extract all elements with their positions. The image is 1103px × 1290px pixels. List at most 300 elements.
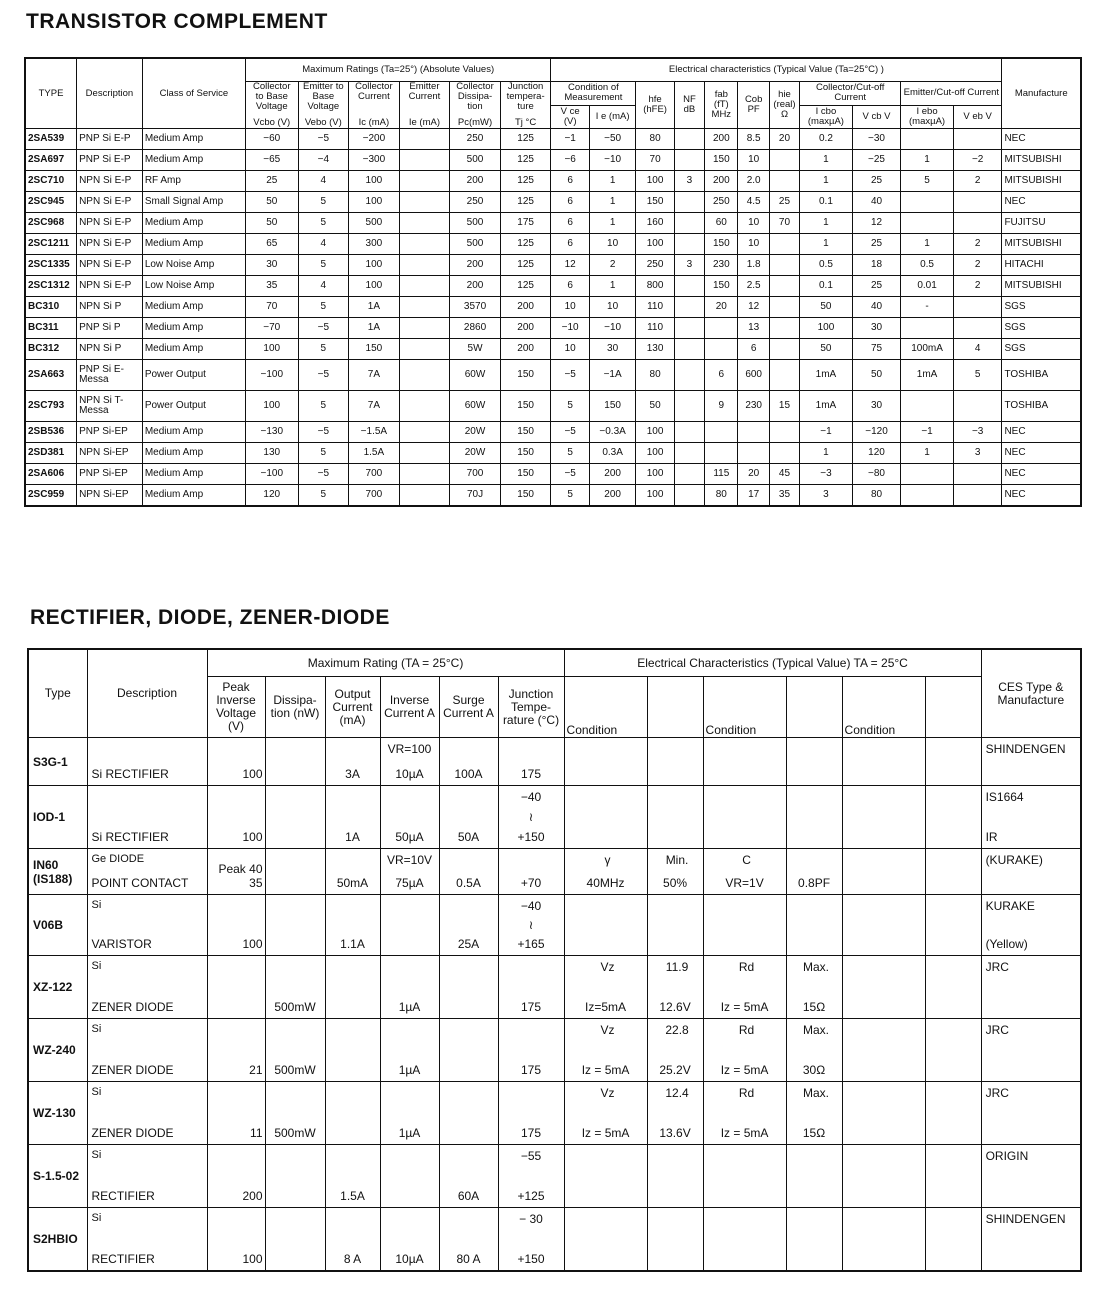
table-cell: −100 — [245, 360, 298, 391]
table-cell: 500 — [450, 234, 501, 255]
col-iebo: I ebo (maxµA) — [901, 105, 954, 129]
manufacturer-name: IS1664 — [985, 790, 1024, 804]
characteristic-top: Vz — [600, 1086, 615, 1100]
output-current-value: 1.1A — [340, 937, 365, 951]
table-cell: 2 — [953, 276, 1002, 297]
table-cell: NPN Si-EP — [77, 485, 143, 507]
table-cell: 2.0 — [738, 171, 769, 192]
table-cell: 150 — [500, 464, 551, 485]
table-cell: 4 — [298, 276, 349, 297]
type-label: S-1.5-02 — [33, 1169, 80, 1183]
table-cell: 100 — [349, 171, 400, 192]
table-cell: 175 — [500, 213, 551, 234]
table-cell: 30 — [852, 318, 901, 339]
junction-temp-value: 175 — [521, 767, 542, 781]
description-line-2: ZENER DIODE — [91, 1063, 174, 1077]
junction-temp-cell — [498, 1145, 564, 1208]
transistor-title: TRANSISTOR COMPLEMENT — [26, 10, 328, 33]
table-cell: 5 — [298, 255, 349, 276]
col-hfe: hfe (hFE) — [636, 82, 674, 129]
table-cell — [953, 464, 1002, 485]
table-cell — [953, 129, 1002, 150]
table-cell: 3 — [674, 255, 704, 276]
manufacturer-name: SHINDENGEN — [985, 1212, 1066, 1226]
table-cell: 70 — [636, 150, 674, 171]
output-current-value: 8 A — [343, 1252, 362, 1266]
output-current-cell — [325, 956, 380, 1019]
characteristic-cell-3 — [703, 738, 786, 786]
table-cell: 150 — [705, 276, 738, 297]
table-cell: 5 — [551, 391, 589, 422]
piv-value: 200 — [242, 1189, 263, 1203]
table-cell: NPN Si-EP — [77, 443, 143, 464]
table-cell: 5 — [298, 339, 349, 360]
type-cell: 2SC1312 — [25, 276, 77, 297]
surge-current-cell — [439, 895, 498, 956]
characteristic-value: Iz = 5mA — [581, 1126, 630, 1140]
table-cell: 300 — [349, 234, 400, 255]
characteristic-top: Max. — [803, 1023, 830, 1037]
group-electrical: Electrical Characteristics (Typical Value) TA = 25°C — [564, 649, 981, 677]
table-row — [25, 360, 1081, 391]
col-ic-unit: Ic (mA) — [358, 117, 390, 128]
description-line-2: Si RECTIFIER — [91, 767, 169, 781]
inverse-condition: VR=10V — [386, 853, 433, 867]
manufacturer-note: IR — [985, 830, 998, 844]
surge-current-value: 50A — [457, 830, 480, 844]
description-line-2: RECTIFIER — [91, 1189, 155, 1203]
table-cell: 125 — [500, 129, 551, 150]
table-cell: 5 — [953, 360, 1002, 391]
group-max-ratings: Maximum Ratings (Ta=25°) (Absolute Values) — [245, 58, 550, 82]
surge-current-cell — [439, 1145, 498, 1208]
table-cell: 65 — [245, 234, 298, 255]
characteristic-cell-6 — [925, 849, 981, 895]
table-cell: PNP Si E-P — [77, 129, 143, 150]
characteristic-cell-4 — [786, 738, 842, 786]
surge-current-cell — [439, 1082, 498, 1145]
table-cell: 160 — [636, 213, 674, 234]
characteristic-top: 11.9 — [665, 960, 689, 974]
table-cell: 2 — [953, 171, 1002, 192]
junction-temp-value: +125 — [517, 1189, 545, 1203]
table-row — [25, 391, 1081, 422]
dissipation-value: 500mW — [274, 1000, 316, 1014]
inverse-condition: VR=100 — [387, 742, 432, 756]
table-cell — [674, 150, 704, 171]
junction-temp-top: − 30 — [519, 1212, 543, 1226]
table-cell: 5 — [298, 213, 349, 234]
type-cell — [28, 1208, 87, 1272]
col-dissipation: Dissipa- tion (nW) — [265, 677, 325, 738]
table-cell — [399, 339, 450, 360]
table-row — [25, 234, 1081, 255]
col-type: TYPE — [25, 58, 77, 129]
characteristic-cell-4 — [786, 786, 842, 849]
table-cell: 1mA — [800, 360, 853, 391]
piv-cell — [207, 786, 265, 849]
description-line-2: POINT CONTACT — [91, 876, 189, 890]
table-cell: 80 — [636, 360, 674, 391]
table-row — [25, 192, 1081, 213]
table-cell: 70 — [245, 297, 298, 318]
manufacturer-cell: MITSUBISHI — [1002, 276, 1081, 297]
characteristic-cell-1 — [564, 956, 647, 1019]
manufacturer-name: JRC — [985, 960, 1009, 974]
characteristic-value: 12.6V — [659, 1000, 691, 1014]
table-cell: 100 — [349, 255, 400, 276]
junction-temp-value: +70 — [520, 876, 542, 890]
type-label: WZ-130 — [33, 1106, 76, 1120]
type-cell: 2SD381 — [25, 443, 77, 464]
table-cell — [953, 192, 1002, 213]
table-cell: 18 — [852, 255, 901, 276]
col-ie-unit: Ie (mA) — [408, 117, 441, 128]
characteristic-value: Iz=5mA — [585, 1000, 627, 1014]
characteristic-value: 13.6V — [659, 1126, 691, 1140]
table-cell: 80 — [636, 129, 674, 150]
characteristic-cell-3 — [703, 1082, 786, 1145]
table-cell: PNP Si E-Messa — [77, 360, 143, 391]
table-cell — [399, 297, 450, 318]
table-cell: 5 — [298, 485, 349, 507]
type-label: S2HBIO — [33, 1232, 78, 1246]
table-row — [28, 786, 1081, 849]
piv-value: Peak 40 35 — [218, 862, 263, 890]
piv-cell — [207, 738, 265, 786]
manufacturer-cell: HITACHI — [1002, 255, 1081, 276]
table-cell: −1 — [901, 422, 954, 443]
characteristic-cell-6 — [925, 1208, 981, 1272]
type-cell — [28, 956, 87, 1019]
table-row — [25, 318, 1081, 339]
junction-temp-value: 175 — [521, 1126, 542, 1140]
table-cell: 150 — [349, 339, 400, 360]
dissipation-cell — [265, 738, 325, 786]
table-row — [25, 443, 1081, 464]
output-current-cell — [325, 786, 380, 849]
table-cell: 50 — [852, 360, 901, 391]
table-row — [25, 255, 1081, 276]
description-line-1: Si — [91, 1149, 102, 1161]
manufacturer-cell: FUJITSU — [1002, 213, 1081, 234]
col-condition-3: Condition — [842, 677, 925, 738]
table-cell — [399, 422, 450, 443]
type-cell: 2SA606 — [25, 464, 77, 485]
table-cell: 115 — [705, 464, 738, 485]
col-pc: Collector Dissipa- tion — [456, 81, 494, 112]
dissipation-cell — [265, 849, 325, 895]
type-cell: 2SA697 — [25, 150, 77, 171]
description-line-2: RECTIFIER — [91, 1252, 155, 1266]
junction-temp-value: +150 — [517, 1252, 545, 1266]
table-cell — [901, 391, 954, 422]
manufacturer-cell: NEC — [1002, 422, 1081, 443]
surge-current-cell — [439, 849, 498, 895]
col-manufacture: Manufacture — [1002, 58, 1081, 129]
table-cell: −1 — [551, 129, 589, 150]
table-row — [25, 485, 1081, 507]
output-current-value: 50mA — [336, 876, 369, 890]
table-cell — [769, 318, 799, 339]
characteristic-cell-3 — [703, 1208, 786, 1272]
table-cell: 12 — [738, 297, 769, 318]
characteristic-cell-3 — [703, 1019, 786, 1082]
table-cell — [399, 464, 450, 485]
junction-temp-mid: ≀ — [528, 918, 534, 932]
surge-current-value: 80 A — [456, 1252, 481, 1266]
table-cell: 125 — [500, 150, 551, 171]
description-cell — [87, 1208, 207, 1272]
description-line-1: Si — [91, 899, 102, 911]
table-cell — [953, 485, 1002, 507]
table-cell — [399, 443, 450, 464]
table-cell: 150 — [500, 391, 551, 422]
table-cell: 6 — [551, 213, 589, 234]
table-cell — [705, 443, 738, 464]
table-cell: 3 — [674, 171, 704, 192]
manufacturer-name: (KURAKE) — [985, 853, 1043, 867]
col-fab: fab (fT) MHz — [705, 82, 738, 129]
junction-temp-value: 175 — [521, 1063, 542, 1077]
table-cell — [769, 255, 799, 276]
surge-current-cell — [439, 1208, 498, 1272]
diode-table — [27, 648, 1082, 1272]
characteristic-cell-2 — [647, 1208, 703, 1272]
characteristic-cell-2 — [647, 895, 703, 956]
table-cell — [399, 391, 450, 422]
characteristic-cell-3 — [703, 786, 786, 849]
characteristic-cell-6 — [925, 1082, 981, 1145]
col-vce: V ce (V) — [551, 105, 589, 129]
table-row — [25, 339, 1081, 360]
characteristic-cell-1 — [564, 849, 647, 895]
type-cell: BC312 — [25, 339, 77, 360]
characteristic-cell-5 — [842, 1019, 925, 1082]
table-cell: −60 — [245, 129, 298, 150]
table-cell: −5 — [298, 360, 349, 391]
piv-value: 21 — [249, 1063, 263, 1077]
characteristic-cell-1 — [564, 1082, 647, 1145]
table-cell: 3570 — [450, 297, 501, 318]
characteristic-top: Rd — [738, 1023, 755, 1037]
table-cell: −25 — [852, 150, 901, 171]
table-cell: NPN Si T-Messa — [77, 391, 143, 422]
col-class: Class of Service — [142, 58, 245, 129]
characteristic-top: Vz — [600, 1023, 615, 1037]
type-cell — [28, 1019, 87, 1082]
type-cell: 2SC710 — [25, 171, 77, 192]
piv-cell — [207, 1145, 265, 1208]
col-vcbo-unit: Vcbo (V) — [253, 117, 291, 128]
description-line-1: Si — [91, 1023, 102, 1035]
junction-temp-cell — [498, 849, 564, 895]
table-cell — [901, 129, 954, 150]
table-cell — [674, 276, 704, 297]
manufacturer-name: KURAKE — [985, 899, 1035, 913]
table-cell: 0.5 — [901, 255, 954, 276]
manufacturer-cell: NEC — [1002, 443, 1081, 464]
table-cell: 3 — [953, 443, 1002, 464]
table-cell — [399, 192, 450, 213]
table-cell: 10 — [589, 297, 636, 318]
table-cell: 250 — [450, 129, 501, 150]
table-cell: 200 — [589, 485, 636, 507]
table-cell: 25 — [245, 171, 298, 192]
table-cell: Low Noise Amp — [142, 276, 245, 297]
table-cell: 1 — [800, 150, 853, 171]
table-cell: 12 — [852, 213, 901, 234]
manufacturer-name: JRC — [985, 1023, 1009, 1037]
dissipation-cell — [265, 1145, 325, 1208]
piv-cell — [207, 1208, 265, 1272]
table-cell: 0.01 — [901, 276, 954, 297]
table-cell: 6 — [705, 360, 738, 391]
table-row — [25, 297, 1081, 318]
table-cell: 5 — [901, 171, 954, 192]
surge-current-value: 60A — [457, 1189, 480, 1203]
characteristic-cell-2 — [647, 786, 703, 849]
table-cell: Medium Amp — [142, 318, 245, 339]
junction-temp-cell — [498, 895, 564, 956]
inverse-current-cell — [380, 956, 439, 1019]
table-cell — [901, 464, 954, 485]
characteristic-cell-5 — [842, 1208, 925, 1272]
table-cell: 45 — [769, 464, 799, 485]
table-row — [28, 1082, 1081, 1145]
output-current-cell — [325, 895, 380, 956]
table-cell: −50 — [589, 129, 636, 150]
table-cell: 6 — [551, 171, 589, 192]
characteristic-cell-6 — [925, 956, 981, 1019]
output-current-cell — [325, 1019, 380, 1082]
characteristic-cell-4 — [786, 1019, 842, 1082]
table-cell: −5 — [551, 422, 589, 443]
table-cell: - — [901, 297, 954, 318]
table-cell: NPN Si E-P — [77, 234, 143, 255]
characteristic-cell-6 — [925, 1145, 981, 1208]
table-cell: 2 — [953, 234, 1002, 255]
col-condition-1: Condition — [564, 677, 647, 738]
inverse-current-value: 10µA — [395, 1252, 424, 1266]
manufacturer-cell: MITSUBISHI — [1002, 234, 1081, 255]
characteristic-value: 50% — [663, 876, 688, 890]
group-electrical: Electrical characteristics (Typical Value (Ta=25°C) ) — [551, 58, 1002, 82]
table-cell — [901, 318, 954, 339]
table-cell — [953, 391, 1002, 422]
table-cell: 100 — [636, 464, 674, 485]
characteristic-top: Rd — [738, 960, 755, 974]
description-line-1: Ge DIODE — [91, 853, 145, 865]
table-cell: 5W — [450, 339, 501, 360]
table-cell: 17 — [738, 485, 769, 507]
col-cob: Cob PF — [738, 82, 769, 129]
table-cell: 4 — [298, 234, 349, 255]
characteristic-cell-5 — [842, 849, 925, 895]
characteristic-cell-3 — [703, 956, 786, 1019]
type-cell: 2SC793 — [25, 391, 77, 422]
table-cell: 80 — [705, 485, 738, 507]
type-cell: 2SA539 — [25, 129, 77, 150]
junction-temp-cell — [498, 786, 564, 849]
characteristic-top: Max. — [803, 960, 830, 974]
table-cell: 5 — [551, 443, 589, 464]
table-cell: 2 — [953, 255, 1002, 276]
manufacturer-cell: NEC — [1002, 192, 1081, 213]
col-output-current: Output Current (mA) — [325, 677, 380, 738]
table-cell: 1A — [349, 318, 400, 339]
table-cell: 50 — [245, 192, 298, 213]
table-cell: 35 — [245, 276, 298, 297]
table-cell: 6 — [551, 192, 589, 213]
col-inverse-current: Inverse Current A — [380, 677, 439, 738]
table-cell: 30 — [245, 255, 298, 276]
col-condition-2: Condition — [703, 677, 786, 738]
table-cell — [674, 234, 704, 255]
table-cell: 125 — [500, 192, 551, 213]
characteristic-value: VR=1V — [725, 876, 764, 890]
table-cell — [674, 297, 704, 318]
table-cell — [901, 192, 954, 213]
table-cell — [674, 360, 704, 391]
table-cell: Medium Amp — [142, 339, 245, 360]
inverse-current-cell — [380, 1019, 439, 1082]
table-cell: PNP Si-EP — [77, 422, 143, 443]
table-cell: 100 — [245, 339, 298, 360]
table-cell: 25 — [852, 276, 901, 297]
type-cell: 2SB536 — [25, 422, 77, 443]
junction-temp-top: −40 — [520, 790, 542, 804]
table-cell — [769, 443, 799, 464]
table-cell: −130 — [245, 422, 298, 443]
table-cell: Power Output — [142, 360, 245, 391]
dissipation-cell — [265, 1208, 325, 1272]
table-cell: Medium Amp — [142, 297, 245, 318]
characteristic-cell-2 — [647, 1082, 703, 1145]
table-cell: 25 — [852, 234, 901, 255]
manufacturer-note: (Yellow) — [985, 937, 1028, 951]
dissipation-cell — [265, 1019, 325, 1082]
table-cell — [953, 213, 1002, 234]
characteristic-cell-5 — [842, 786, 925, 849]
col-surge-current: Surge Current A — [439, 677, 498, 738]
table-cell: Medium Amp — [142, 485, 245, 507]
characteristic-cell-2 — [647, 738, 703, 786]
table-row — [25, 150, 1081, 171]
table-cell: 200 — [589, 464, 636, 485]
col-type: Type — [28, 649, 87, 738]
table-cell: 1A — [349, 297, 400, 318]
table-cell: −5 — [551, 360, 589, 391]
table-cell: 150 — [589, 391, 636, 422]
table-cell: 250 — [636, 255, 674, 276]
col-ie-cond: I e (mA) — [589, 105, 636, 129]
table-cell: 100 — [636, 171, 674, 192]
table-cell: 70J — [450, 485, 501, 507]
type-label: IOD-1 — [33, 810, 66, 824]
inverse-current-value: 50µA — [395, 830, 424, 844]
table-cell: 10 — [738, 150, 769, 171]
table-cell: 1 — [589, 171, 636, 192]
col-tj-unit: Tj °C — [515, 117, 537, 128]
table-cell — [399, 213, 450, 234]
table-row — [28, 738, 1081, 786]
table-cell: Medium Amp — [142, 234, 245, 255]
piv-cell — [207, 1082, 265, 1145]
output-current-cell — [325, 1208, 380, 1272]
table-cell: 500 — [349, 213, 400, 234]
characteristic-value: Iz = 5mA — [720, 1063, 769, 1077]
